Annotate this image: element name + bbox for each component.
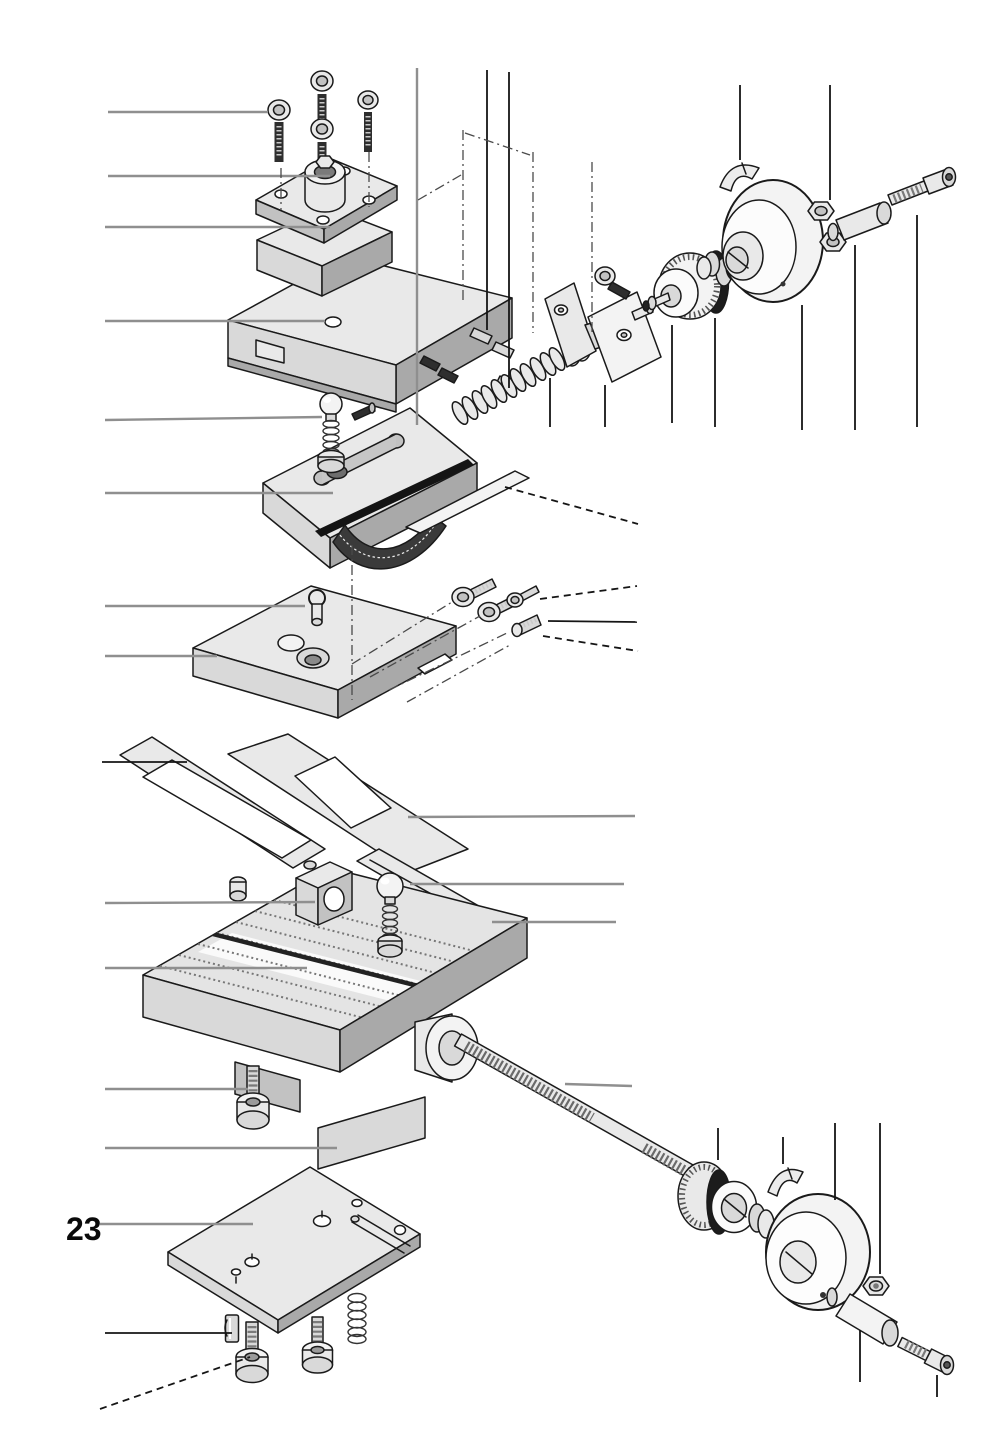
handle-nut-lower bbox=[863, 1277, 889, 1295]
part-number-23: 23 bbox=[66, 1211, 102, 1247]
handle-sleeve-upper bbox=[828, 202, 891, 241]
cross-slide-block bbox=[263, 408, 477, 568]
handle-screw-upper bbox=[888, 168, 956, 206]
handwheel-lower bbox=[766, 1194, 870, 1310]
wiper-plate-right bbox=[228, 734, 468, 872]
bed-block bbox=[143, 868, 619, 1169]
handle-sleeve-lower bbox=[827, 1288, 898, 1346]
bed-foot bbox=[318, 1097, 425, 1169]
bed-corner-post bbox=[230, 877, 246, 901]
top-slide-block bbox=[228, 256, 512, 412]
bed-boss-leadscrew bbox=[415, 1014, 698, 1180]
base-plate bbox=[168, 1167, 420, 1333]
bracket-screw bbox=[595, 267, 630, 299]
spring-pin bbox=[226, 1315, 239, 1342]
boss-hex-bolt bbox=[316, 156, 334, 168]
spring-washer-lower bbox=[768, 1168, 803, 1196]
swivel-plate-screws bbox=[452, 579, 541, 637]
graduated-dial-lower bbox=[678, 1162, 757, 1234]
handle-screw-lower bbox=[898, 1338, 954, 1375]
coil-spring-small bbox=[348, 1294, 366, 1344]
